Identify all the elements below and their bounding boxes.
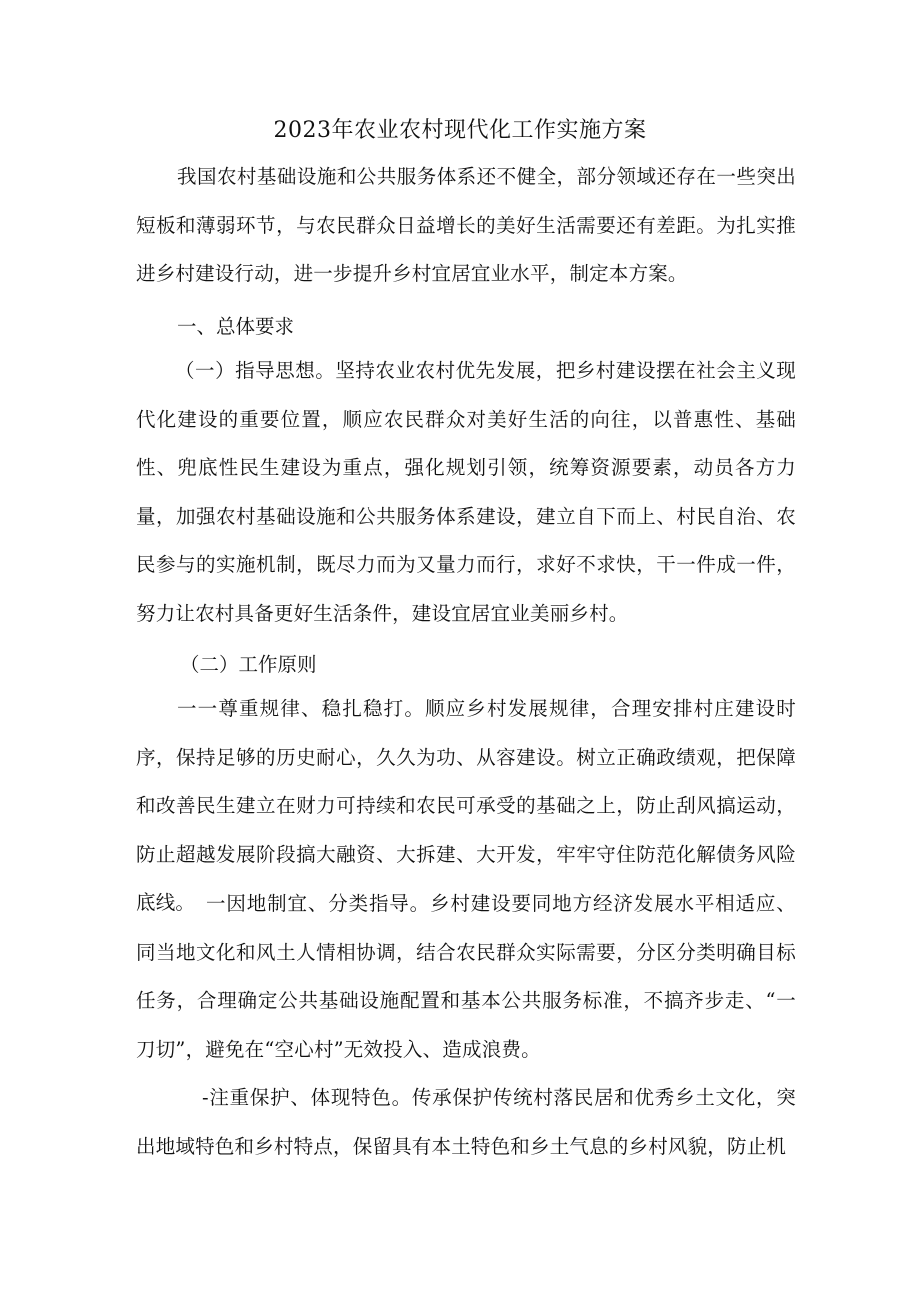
document-title: 2023年农业农村现代化工作实施方案 — [273, 118, 647, 143]
guiding-thought-paragraph: （一）指导思想。坚持农业农村优先发展，把乡村建设摆在社会主义现代化建设的重要位置，顺应农民群众对美好生活的向往，以普惠性、基础性、兜底性民生建设为重点，强化规划引领，统筹资源要素，动员各方力量，加强农村基础设施和公共服务体系建设，建立自下而上、村民自治、农民参与的实施机制，既尽力而为又量力而行，求好不求快，干一件成一件，努力让农村具备更好生活条件，建设宜居宜业美丽乡村。 — [136, 359, 796, 625]
principle-paragraph-local-conditions: 一因地制宜、分类指导。乡村建设要同地方经济发展水平相适应、同当地文化和风土人情相协调，结合农民群众实际需要，分区分类明确目标任务，合理确定公共基础设施配置和基本公共服务标准，不搞齐步走、“一刀切”，避免在“空心村”无效投入、造成浪费。 — [136, 892, 796, 1061]
principle-paragraph-protection-features: -注重保护、体现特色。传承保护传统村落民居和优秀乡土文化，突出地域特色和乡村特点，保留具有本土特色和乡土气息的乡村风貌，防止机 — [136, 1086, 796, 1158]
section-heading-general-requirements: 一、总体要求 — [177, 315, 295, 338]
intro-paragraph: 我国农村基础设施和公共服务体系还不健全，部分领域还存在一些突出短板和薄弱环节，与农民群众日益增长的美好生活需要还有差距。为扎实推进乡村建设行动，进一步提升乡村宜居宜业水平，制定本方案。 — [136, 165, 796, 285]
principle-paragraph-respect-laws: 一一尊重规律、稳扎稳打。顺应乡村发展规律，合理安排村庄建设时序，保持足够的历史耐心，久久为功、从容建设。树立正确政绩观，把保障和改善民生建立在财力可持续和农民可承受的基础之上，防止刮风搞运动，防止超越发展阶段搞大融资、大拆建、大开发，牢牢守住防范化解债务风险底线。 — [136, 697, 796, 914]
subsection-heading-work-principles: （二）工作原则 — [180, 653, 317, 676]
